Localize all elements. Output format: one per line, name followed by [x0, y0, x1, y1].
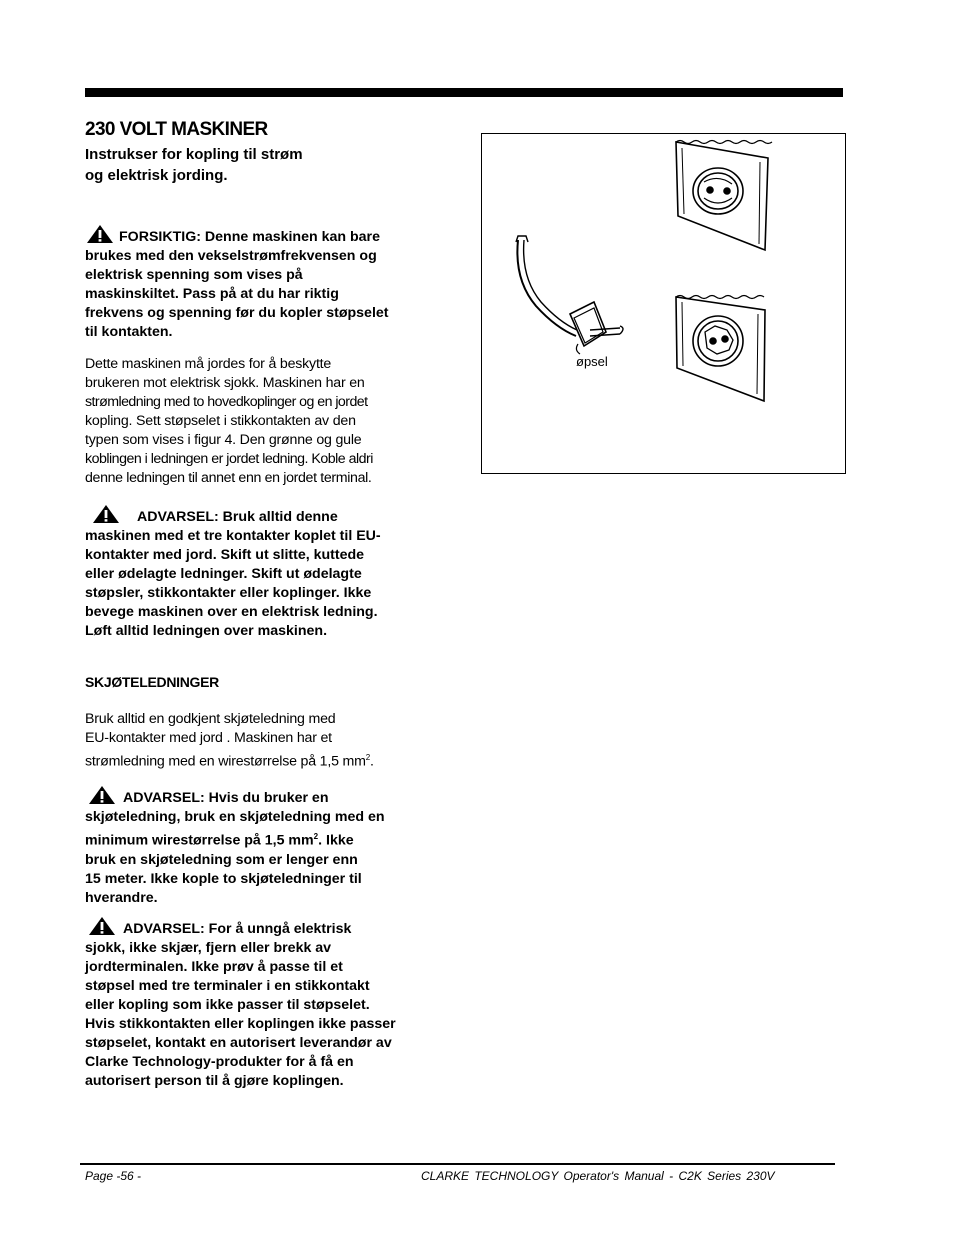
caution-text: FORSIKTIG: Denne maskinen kan bare [119, 229, 380, 245]
text-line: typen som vises i figur 4. Den grønne og gule [85, 432, 362, 448]
grounding-paragraph [85, 355, 425, 488]
warning-line: Hvis stikkontakten eller koplingen ikke passer [85, 1016, 396, 1032]
superscript: 2 [365, 753, 371, 762]
warning-line: autorisert person til å gjøre koplingen. [85, 1073, 344, 1089]
warning-notice-grounding [85, 916, 425, 1091]
top-rule [85, 88, 843, 97]
warning-notice-extension [85, 785, 425, 908]
socket-icon [676, 296, 765, 402]
text-line: kopling. Sett støpselet i stikkontakten av den [85, 413, 356, 429]
warning-text: ADVARSEL: Hvis du bruker en [123, 790, 329, 806]
text-line: brukeren mot elektrisk sjokk. Maskinen har en [85, 375, 365, 391]
page-number: Page -56 - [85, 1169, 142, 1183]
warning-line [85, 916, 425, 939]
warning-line: støpsel med tre terminaler i en stikkontakt [85, 978, 370, 994]
warning-text: ADVARSEL: Bruk alltid denne [137, 509, 338, 525]
text-line: EU-kontakter med jord . Maskinen har et [85, 730, 332, 746]
text-line: Bruk alltid en godkjent skjøteledning med [85, 711, 336, 727]
warning-line: kontakter med jord. Skift ut slitte, kuttede [85, 547, 365, 563]
warning-line: 15 meter. Ikke kople to skjøteledninger til [85, 870, 362, 887]
warning-line: eller kopling som ikke passer til støpselet. [85, 997, 370, 1013]
text-line: Dette maskinen må jordes for å beskytte [85, 356, 332, 372]
warning-line: støpsler, stikkontakter eller koplinger. Ikke [85, 585, 372, 601]
warning-icon [91, 504, 121, 524]
text-span: strømledning med en wirestørrelse på 1,5 mm [85, 753, 366, 770]
footer-rule [80, 1163, 835, 1165]
text-line: denne ledningen til annet enn en jordet terminal. [85, 470, 372, 486]
socket-icon [676, 141, 772, 251]
caution-line: maskinskiltet. Pass på at du har riktig [85, 286, 339, 302]
warning-line: bruk en skjøteledning som er lenger enn [85, 851, 358, 868]
subtitle-line: Instrukser for kopling til strøm [85, 146, 303, 163]
warning-text: ADVARSEL: For å unngå elektrisk [123, 921, 352, 937]
plug-icon [516, 236, 623, 354]
warning-line: skjøteledning, bruk en skjøteledning med en [85, 809, 385, 825]
caution-notice [85, 224, 425, 342]
extension-paragraph [85, 710, 425, 772]
text-span: . [370, 753, 374, 770]
caution-line: brukes med den vekselstrømfrekvensen og [85, 248, 377, 264]
heading-block [85, 118, 425, 186]
warning-line: sjokk, ikke skjær, fjern eller brekk av [85, 940, 332, 956]
warning-line: jordterminalen. Ikke prøv å passe til et [85, 959, 343, 975]
warning-line: hverandre. [85, 889, 158, 906]
page-subtitle [85, 144, 425, 186]
warning-line: maskinen med et tre kontakter koplet til EU- [85, 528, 381, 544]
text-line: strømledning med to hovedkoplinger og en jordet [85, 394, 368, 410]
warning-line: bevege maskinen over en elektrisk ledning. [85, 604, 378, 620]
warning-line [85, 785, 425, 808]
superscript: 2 [313, 832, 319, 841]
page-title: 230 VOLT MASKINER [85, 119, 268, 140]
warning-icon [87, 916, 117, 936]
text-line [85, 748, 425, 772]
subtitle-line: og elektrisk jording. [85, 167, 228, 184]
caution-line: elektrisk spenning som vises på [85, 267, 303, 283]
figure-illustration [482, 134, 847, 475]
warning-line [85, 827, 425, 851]
caution-line [85, 224, 425, 247]
figure-plug-socket [481, 133, 846, 474]
warning-icon [87, 785, 117, 805]
warning-line: Løft alltid ledningen over maskinen. [85, 623, 328, 639]
warning-line: Clarke Technology-produkter for å få en [85, 1054, 354, 1070]
text-line: koblingen i ledningen er jordet ledning. Koble aldri [85, 451, 373, 467]
warning-line: støpselet, kontakt en autorisert leverandør av [85, 1035, 392, 1051]
warning-notice-cord [85, 504, 425, 641]
section-heading-extension: SKJØTELEDNINGER [85, 674, 219, 690]
warning-line: eller ødelagte ledninger. Skift ut ødelagte [85, 566, 362, 582]
figure-plug-label: øpsel [576, 354, 608, 369]
warning-line [85, 504, 425, 527]
manual-title: CLARKE TECHNOLOGY Operator's Manual - C2K Series 230V [421, 1169, 775, 1183]
text-span: . Ikke [318, 832, 354, 849]
text-span: minimum wirestørrelse på 1,5 mm [85, 832, 314, 849]
caution-line: til kontakten. [85, 324, 173, 340]
warning-icon [85, 224, 115, 244]
caution-line: frekvens og spenning før du kopler støpselet [85, 305, 389, 321]
